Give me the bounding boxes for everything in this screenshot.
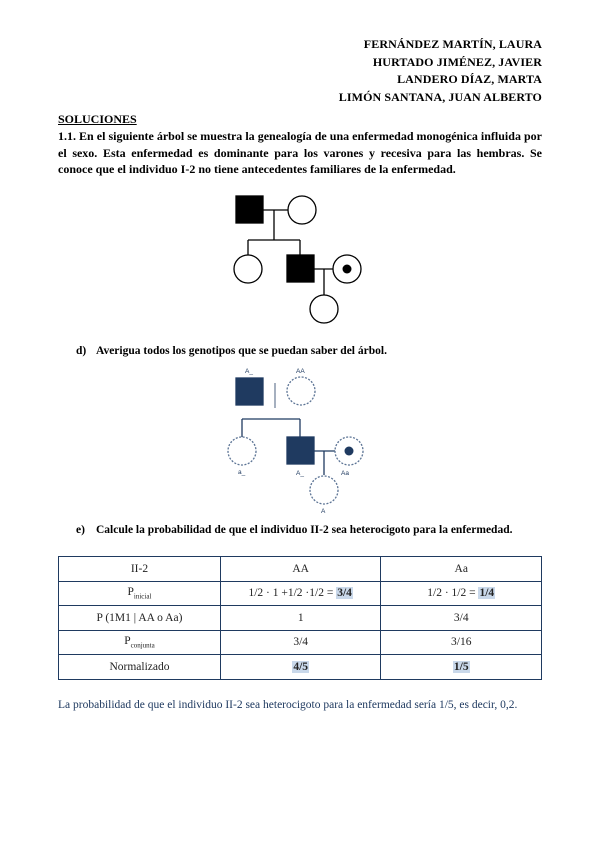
question-text: 1.1. En el siguiente árbol se muestra la genealogía de una enfermedad monogénica influida por el sexo. Esta enfermedad es dominante para los varones y recesiva para las hembras. Se conoce que el individuo I-2 no tiene antecedentes familiares de la enfermedad. [58, 129, 542, 176]
genotype-label-I2: AA [296, 368, 305, 375]
affected-male-I1 [236, 378, 263, 405]
table-cell: $P_{conjunta}$ [59, 630, 221, 655]
affected-male-II2 [287, 437, 314, 464]
table-cell [220, 655, 381, 680]
table-row [59, 557, 542, 582]
highlighted-result: 3/4 [337, 587, 352, 600]
table-cell: 1/2 · 1 +1/2 ·1/2 = 3/4 [220, 581, 381, 606]
part-d-label: d) [76, 345, 87, 357]
table-cell: P (1M1 | AA o Aa) [59, 606, 221, 631]
genotype-label-II1: a_ [238, 469, 246, 476]
table-cell: 3/4 [381, 606, 542, 631]
table-cell: 3/4 [220, 630, 381, 655]
section-title: SOLUCIONES [58, 112, 137, 126]
unaffected-female-III1 [310, 476, 338, 504]
part-e-text: Calcule la probabilidad de que el individuo II-2 sea heterocigoto para la enfermedad. [96, 524, 513, 536]
author-name: FERNÁNDEZ MARTÍN, LAURA [363, 37, 542, 51]
highlighted-result: 1/5 [453, 660, 469, 673]
part-e-label: e) [76, 524, 85, 536]
genotype-label-III1: A [321, 508, 326, 515]
table-cell: Normalizado [59, 655, 221, 680]
table-cell: 1/2 · 1/2 = 1/4 [381, 581, 542, 606]
part-e [76, 524, 512, 536]
highlighted-result: 1/4 [479, 587, 495, 600]
genotype-label-II3: Aa [341, 470, 349, 477]
table-cell [381, 655, 542, 680]
unaffected-female-II1 [234, 255, 262, 283]
author-name: LANDERO DÍAZ, MARTA [397, 72, 542, 86]
table-header-cell: AA [220, 557, 381, 582]
part-d [76, 345, 387, 357]
unaffected-female-II1 [228, 437, 256, 465]
affected-male-II2 [287, 255, 314, 282]
unaffected-female-I2 [287, 377, 315, 405]
table-cell: 3/16 [381, 630, 542, 655]
part-d-text: Averigua todos los genotipos que se puedan saber del árbol. [96, 345, 387, 357]
table-row [59, 581, 542, 606]
affected-male-I1 [236, 196, 263, 223]
genotype-label-I1: A_ [245, 368, 253, 375]
unaffected-female-III1 [310, 295, 338, 323]
probability-table [58, 556, 542, 680]
table-header-cell: II-2 [59, 557, 221, 582]
answer-text: La probabilidad de que el individuo II-2 sea heterocigoto para la enfermedad sería 1/5, es decir, 0,2. [58, 699, 518, 711]
highlighted-result: 4/5 [293, 660, 309, 673]
pedigree-genotypes [228, 377, 363, 504]
table-header-cell: Aa [381, 557, 542, 582]
table-row [59, 606, 542, 631]
table-row [59, 630, 542, 655]
carrier-dot [343, 265, 352, 274]
genotype-label-II2: A_ [296, 470, 304, 477]
author-name: HURTADO JIMÉNEZ, JAVIER [372, 54, 542, 69]
carrier-dot [345, 447, 354, 456]
unaffected-female-I2 [288, 196, 316, 224]
table-row [59, 655, 542, 680]
table-cell: 1 [220, 606, 381, 631]
author-name: LIMÓN SANTANA, JUAN ALBERTO [338, 89, 542, 104]
table-cell: $P_{inicial}$ [59, 581, 221, 606]
